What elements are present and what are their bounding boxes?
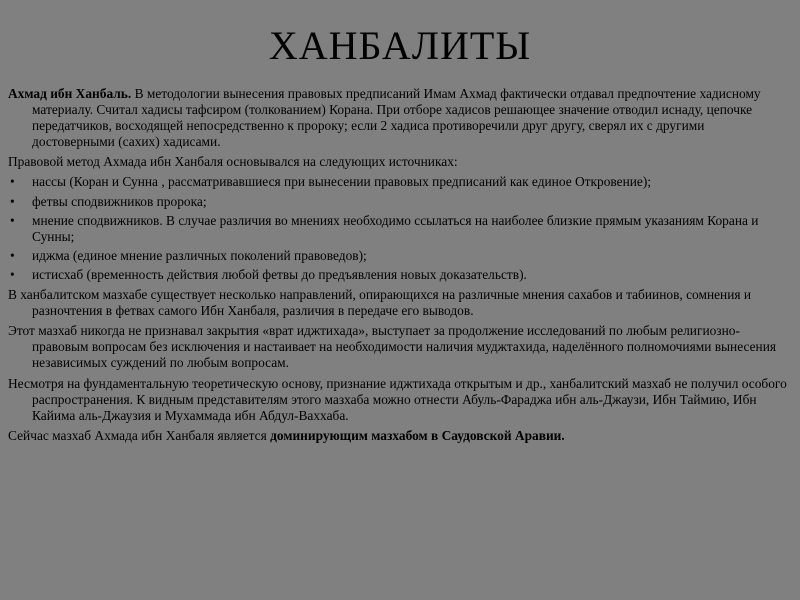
list-item: • иджма (единое мнение различных поколений правоведов);	[10, 247, 367, 263]
paragraph-text: Сейчас мазхаб Ахмада ибн Ханбаля является	[8, 427, 271, 443]
paragraph-text: В методологии вынесения правовых предписаний Имам Ахмад фактически отдавал предпочтение хадисному материалу. Считал хадисы тафсиром (толкованием) Корана. При отборе хадисов решающее значение отводил иснаду, цепочке передатчиков, восходящей непосредственно к пророку; если 2 хадиса противоречили друг другу, сверял их с другими достоверными (сахих) хадисами.	[32, 86, 761, 150]
sources-list	[8, 174, 788, 283]
paragraph-spread: Несмотря на фундаментальную теоретическую основу, признание иджтихада открытым и др., ханбалитский мазхаб не получил особого распространения. К видным представителям этого мазхаба можно отнести Абуль-Фараджа ибн аль-Джаузи, Ибн Таймию, Ибн Кайима аль-Джаузия и Мухаммада ибн Абдул-Ваххаба.	[8, 375, 787, 423]
bullet-icon: •	[10, 174, 15, 190]
paragraph-method: Правовой метод Ахмада ибн Ханбаля основывался на следующих источниках:	[8, 154, 458, 170]
paragraph-ahmad-intro	[8, 86, 788, 150]
paragraph-lead-name: Ахмад ибн Ханбаль.	[8, 86, 132, 101]
list-item: • фетвы сподвижников пророка;	[10, 193, 207, 209]
bullet-icon: •	[10, 247, 15, 263]
slide-title: ХАНБАЛИТЫ	[268, 23, 532, 68]
paragraph-directions: В ханбалитском мазхабе существует несколько направлений, опирающихся на различные мнения сахабов и табиинов, сомнения и разночтения в фетвах самого Ибн Ханбаля, различия в передаче его выводов.	[8, 287, 752, 319]
list-item: • мнение сподвижников. В случае различия во мнениях необходимо ссылаться на наиболее близкие прямым указаниям Корана и Сунны;	[10, 212, 759, 244]
paragraph-current	[8, 428, 788, 444]
paragraph-bold-tail: доминирующим мазхабом в Саудовской Аравии.	[270, 427, 565, 443]
list-item: • нассы (Коран и Сунна , рассматривавшиеся при вынесении правовых предписаний как единое Откровение);	[10, 174, 652, 190]
bullet-icon: •	[10, 266, 15, 282]
bullet-icon: •	[10, 212, 15, 228]
slide-body	[8, 86, 788, 448]
list-item: • истисхаб (временность действия любой фетвы до предъявления новых доказательств).	[10, 266, 527, 282]
bullet-icon: •	[10, 193, 15, 209]
paragraph-ijtihad: Этот мазхаб никогда не признавал закрытия «врат иджтихада», выступает за продолжение исследований по любым религиозно-правовым вопросам без исключения и настаивает на необходимости наличия муджтахида, наделённого полномочиями вынесения независимых суждений по любым вопросам.	[8, 323, 777, 371]
